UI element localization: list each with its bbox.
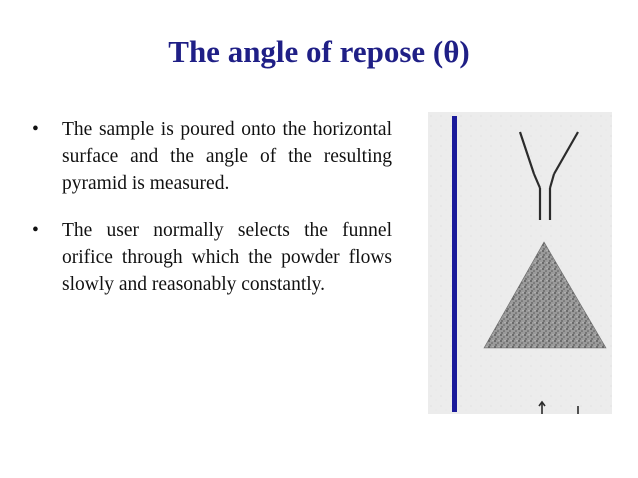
bullet-marker: • bbox=[32, 220, 39, 241]
bullet-item bbox=[32, 217, 392, 298]
funnel-and-powder-pyramid-icon bbox=[428, 112, 612, 414]
bullet-text: The user normally selects the funnel orifice through which the powder flows slowly and reasonably constantly. bbox=[62, 220, 392, 295]
bullet-list bbox=[32, 116, 392, 318]
angle-of-repose-figure bbox=[428, 112, 612, 414]
bullet-item bbox=[32, 116, 392, 197]
bullet-text: The sample is poured onto the horizontal surface and the angle of the resulting pyramid is measured. bbox=[62, 119, 392, 194]
bullet-marker: • bbox=[32, 119, 39, 140]
figure-vertical-bar bbox=[452, 116, 457, 412]
slide-title: The angle of repose (θ) bbox=[168, 34, 470, 69]
